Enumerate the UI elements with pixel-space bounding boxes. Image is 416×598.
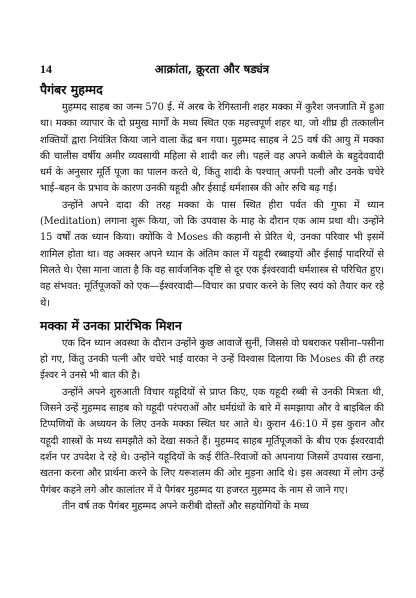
paragraph: उन्होंने अपने शुरुआती विचार यहूदियों से प्राप्त किए, एक यहूदी रब्बी से उनकी मित्रता थी, जिसने उन्हें मुहम्मद साहब को यहूदी परंपराओं और धर्मग्रंथों के बारे में समझाया और वे बाइबिल की टिप्पणियों के अध्ययन के लिए उनके मक्का स्थित घर आते थे। कुरान 46:10 में इस कुरान और यहूदी शास्त्रों के मध्य समझौते को देखा सकते हैं। मुहम्मद साहब मूर्तिपूजकों के बीच एक ईश्वरवादी दर्शन पर उपदेश दे रहे थे। उन्होंने यहूदियों के कई रीति–रिवाजों को अपनाया जिसमें उपवास रखना, खतना करना और प्रार्थना करने के लिए यरूशलम की ओर मुड़ना आदि थे। इस अवस्था में लोग उन्हें पैगंबर कहने लगे और कालांतर में वे पैगंबर मुहम्मद या हजरत मुहम्मद के नाम से जाने गए। xyxy=(40,386,384,496)
page-number: 14 xyxy=(40,62,52,76)
section-heading: मक्का में उनका प्रारंभिक मिशन xyxy=(40,317,182,333)
paragraph: एक दिन ध्यान अवस्था के दौरान उन्होंने कुछ आवाजें सुनीं, जिससे वो घबराकर पसीना–पसीना हो गए, किंतु उनकी पत्नी और चचेरे भाई वारका ने उन्हें विश्वास दिलाया कि Moses की ही तरह ईश्वर ने उनसे भी बात की है। xyxy=(40,337,384,382)
paragraph: उन्होंने अपने दादा की तरह मक्का के पास स्थित हीरा पर्वत की गुफा में ध्यान (Meditation) लगाना शुरू किया, जो कि उपवास के माह के दौरान एक आम प्रथा थी। उन्होंने 15 वर्षों तक ध्यान किया। क्योंकि वे Moses की कहानी से प्रेरित थे, उनका परिवार भी इसमें शामिल होता था। वह अक्सर अपने ध्यान के अंतिम काल में यहूदी रब्बाइयों और ईसाई पादरियों से मिलते थे। ऐसा माना जाता है कि वह सार्वजनिक दृष्टि से दूर एक ईश्वरवादी धर्मशास्त्र से परिचित हुए। वह संभवत: मूर्तिपूजकों को एक—ईश्वरवादी—विचार का प्रचार करने के लिए स्वयं को तैयार कर रहे थे। xyxy=(40,199,384,309)
section-heading: पैगंबर मुहम्मद xyxy=(40,82,103,97)
page-content xyxy=(40,82,384,515)
paragraph: मुहम्मद साहब का जन्म 570 ई. में अरब के रेगिस्तानी शहर मक्का में कुरैश जनजाति में हुआ था। मक्का व्यापार के दो प्रमुख मार्गों के मध्य स्थित एक महत्त्वपूर्ण शहर था, जो शीघ्र ही तत्कालीन शक्तियों द्वारा नियंत्रित किया जाने वाला केंद्र बन गया। मुहम्मद साहब ने 25 वर्ष की आयु में मक्का की चालीस वर्षीय अमीर व्यवसायी महिला से शादी कर ली। पहले वह अपने कबीले के बहुदेववादी धर्म के अनुसार मूर्ति पूजा का पालन करते थे, किंतु शादी के पश्चात् अपनी पत्नी और उनके चचेरे भाई–बहन के प्रभाव के कारण उनकी यहूदी और ईसाई धर्मशास्त्र की ओर रुचि बढ़ गई। xyxy=(40,102,384,195)
running-title: आक्रांता, क्रूरता और षड्यंत्र xyxy=(154,62,270,76)
page-header xyxy=(40,62,384,78)
paragraph: तीन वर्ष तक पैगंबर मुहम्मद अपने करीबी दोस्तों और सहयोगियों के मध्य xyxy=(62,500,309,512)
